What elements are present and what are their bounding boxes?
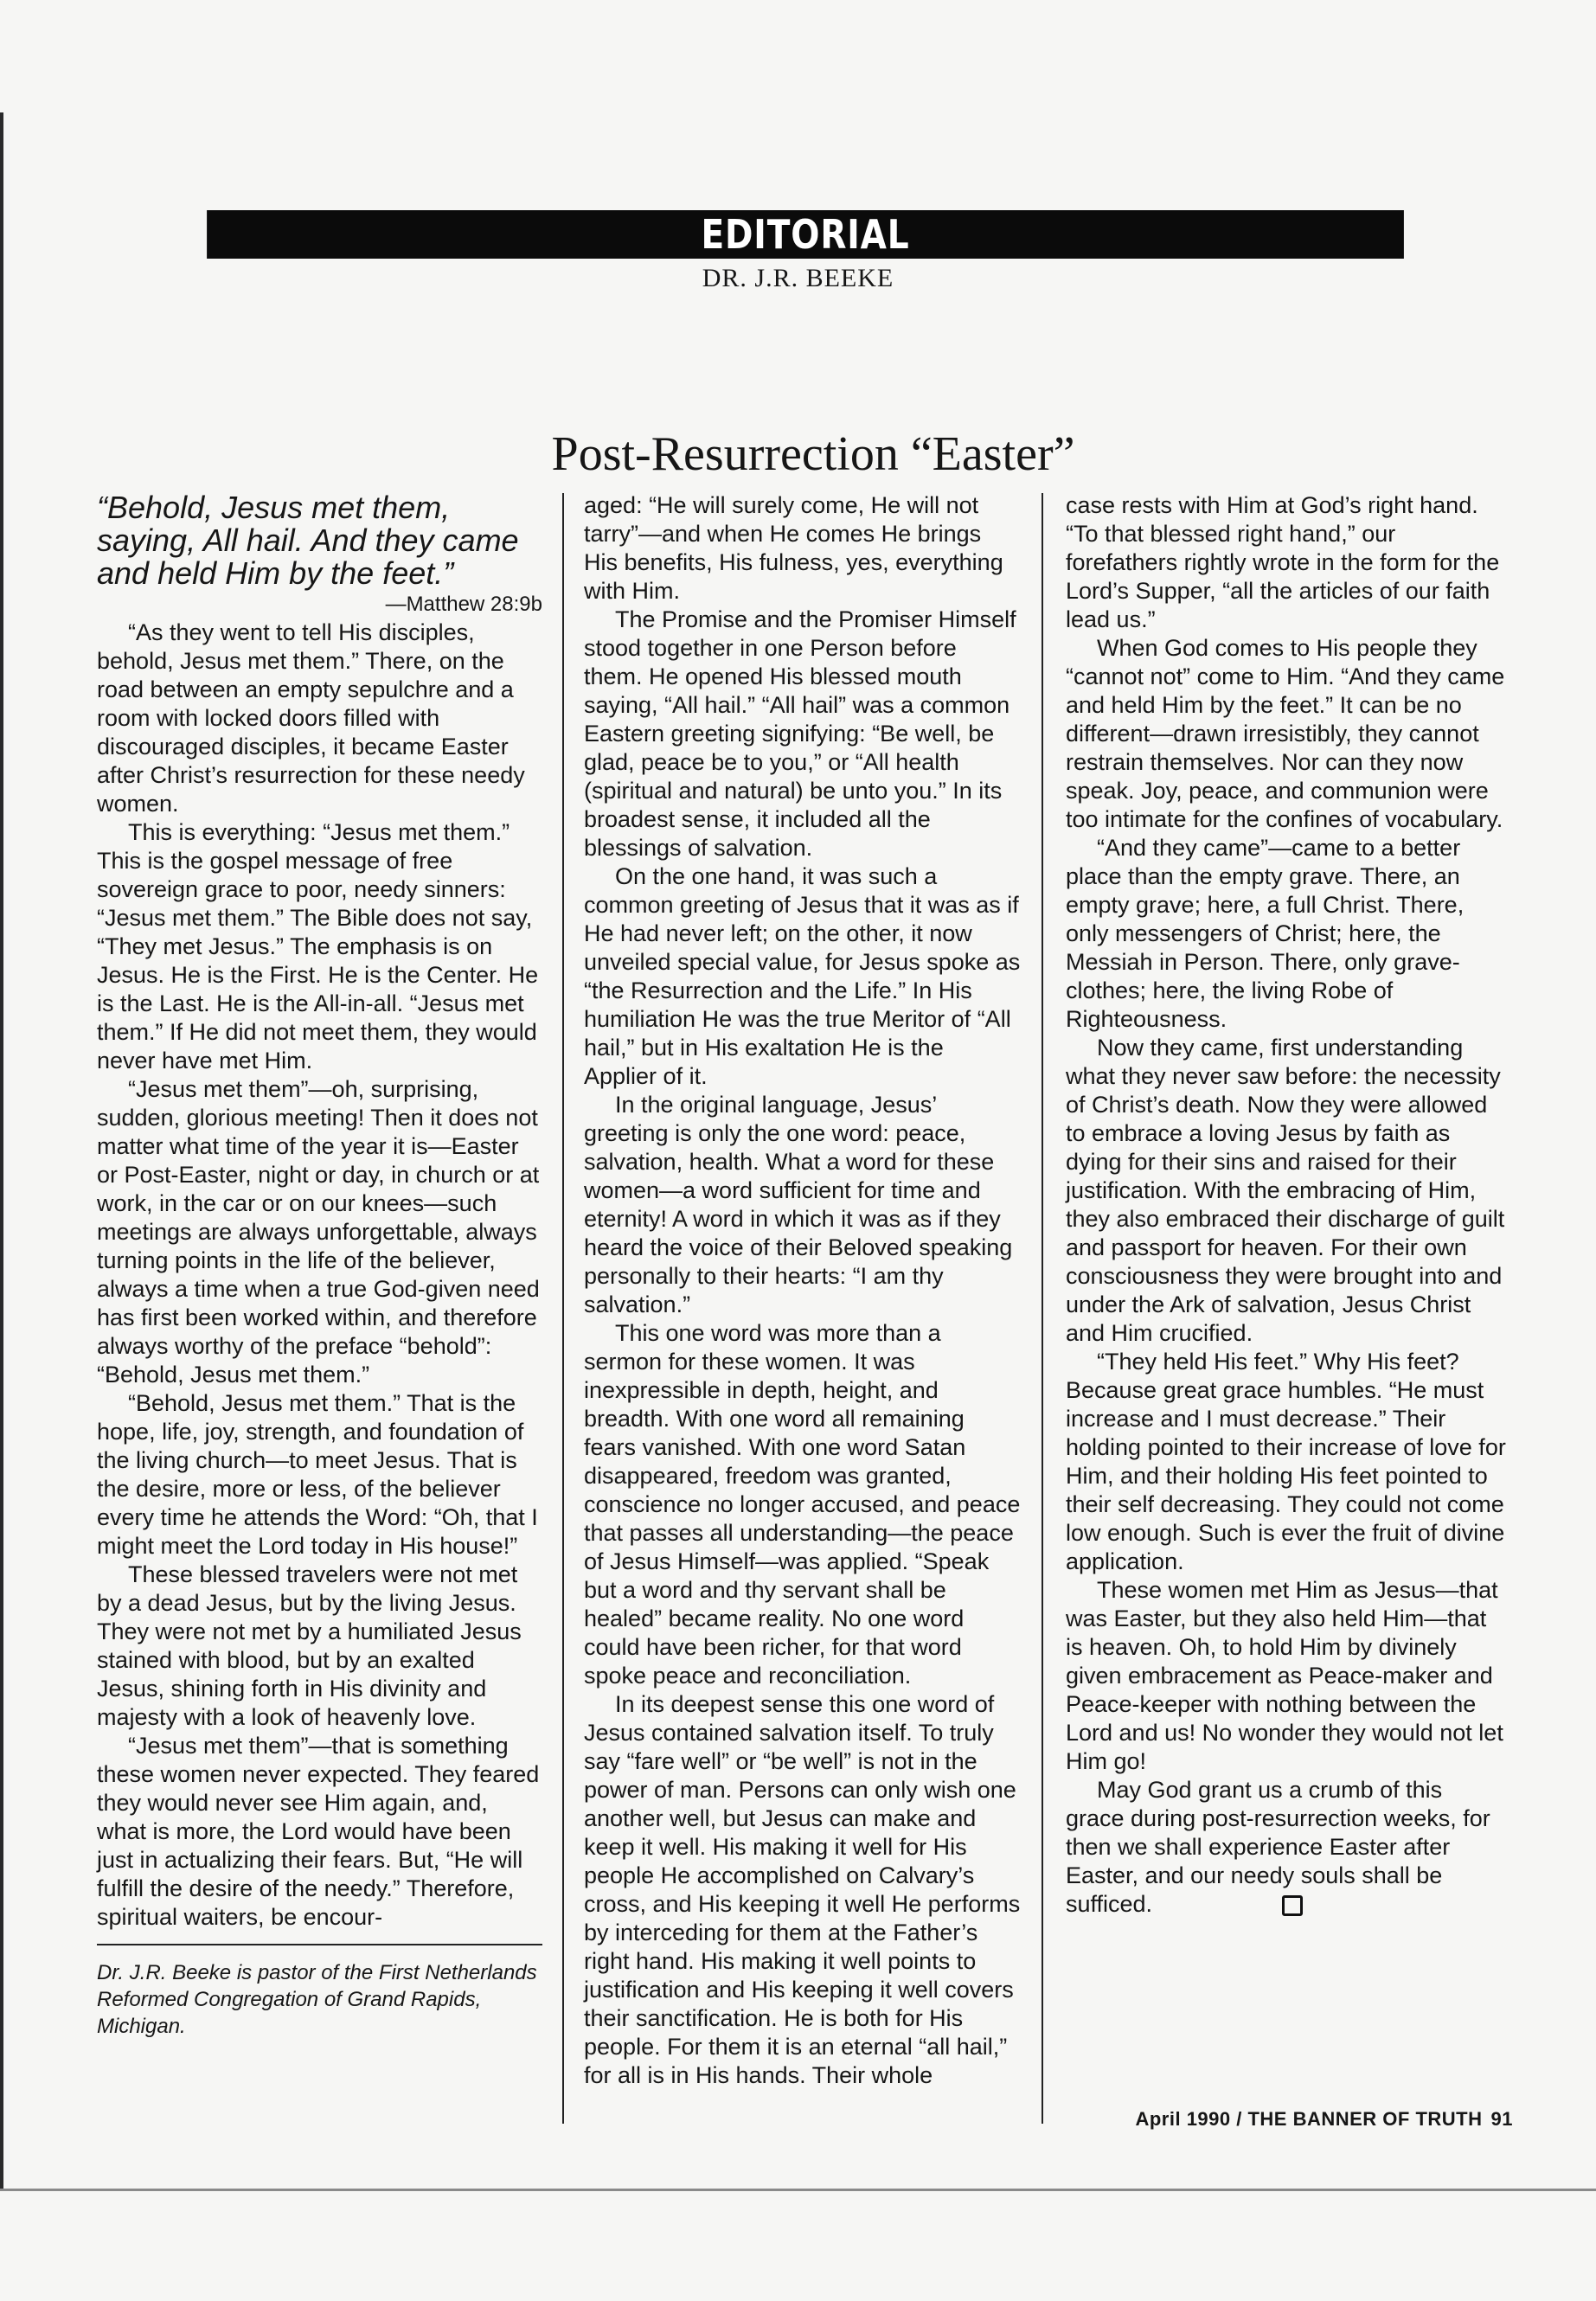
paragraph: These blessed travelers were not met by a dead Jesus, but by the living Jesus. They were not met by a humiliated Jesus stained with blood, but by an exalted Jesus, shining forth in His divinity and majesty with a look of heavenly love. (97, 1561, 522, 1730)
column-divider (1042, 493, 1043, 2124)
headline: Post-Resurrection “Easter” (551, 427, 1075, 481)
paragraph: Now they came, first understanding what they never saw before: the necessity of Christ’s death. Now they were allowed to embrace a loving Jesus by faith as dying for their sins and raised for their justification. With the embracing of Him, they also embraced their discharge of guilt and passport for heaven. For their own consciousness they were brought into and under the Ark of salvation, Jesus Christ and Him crucified. (1066, 1035, 1505, 1346)
column-3 (1066, 491, 1507, 1919)
paragraph: On the one hand, it was such a common greeting of Jesus that it was as if He had never left; on the other, it now unveiled special value, for Jesus spoke as “the Resurrection and the Life.” In His humiliation He was the true Meritor of “All hail,” but in His exaltation He is the Applier of it. (584, 863, 1021, 1089)
column-2 (584, 491, 1021, 2090)
footer-text: April 1990 / THE BANNER OF TRUTH (1135, 2108, 1483, 2130)
paragraph: “Jesus met them”—oh, surprising, sudden, glorious meeting! Then it does not matter what time of the year it is—Easter or Post-Easter, night or day, in church or at work, in the car or on our knees—such meetings are always unforgettable, always turning points in the life of the believer, always a time when a true God-given need has first been worked within, and therefore always worthy of the preface “behold”: “Behold, Jesus met them.” (97, 1076, 540, 1388)
scan-edge (0, 112, 3, 2189)
page-number: 91 (1490, 2108, 1513, 2130)
bio-divider (97, 1944, 542, 1945)
paragraph: In the original language, Jesus’ greeting is only the one word: peace, salvation, health. What a word for these women—a word sufficient for time and eternity! A word in which it was as if they heard the voice of their Beloved speaking personally to their hearts: “I am thy salvation.” (584, 1092, 1013, 1317)
scan-bottom-edge (0, 2189, 1596, 2191)
byline: DR. J.R. BEEKE (702, 264, 894, 292)
paragraph: This one word was more than a sermon for these women. It was inexpressible in depth, height, and breadth. With one word all remaining fears vanished. With one word Satan disappeared, freedom was granted, conscience no longer accused, and peace that passes all understanding—the peace of Jesus Himself—was applied. “Speak but a word and thy servant shall be healed” became reality. No one word could have been richer, for that word spoke peace and reconciliation. (584, 1320, 1021, 1689)
paragraph: These women met Him as Jesus—that was Easter, but they also held Him—that is heaven. Oh, to hold Him by divinely given embracement as Peace-maker and Peace-keeper with nothing between the Lord and us! No wonder they would not let Him go! (1066, 1577, 1503, 1774)
final-text: May God grant us a crumb of this grace during post-resurrection weeks, for then we shall experience Easter after Easter, and our needy souls shall be sufficed. (1066, 1777, 1490, 1917)
author-bio: Dr. J.R. Beeke is pastor of the First Netherlands Reformed Congregation of Grand Rapids, Michigan. (97, 1961, 537, 2038)
paragraph: “Jesus met them”—that is something these women never expected. They feared they would never see Him again, and, what is more, the Lord would have been just in actualizing their fears. But, “He will fulfill the desire of the needy.” Therefore, spiritual waiters, be encour- (97, 1733, 540, 1930)
paragraph: “And they came”—came to a better place than the empty grave. There, an empty grave; here, a full Christ. There, only messengers of Christ; here, the Messiah in Person. There, only grave-clothes; here, the living Robe of Righteousness. (1066, 835, 1465, 1032)
page-footer (1135, 2108, 1513, 2131)
paragraph: When God comes to His people they “cannot not” come to Him. “And they came and held Him by the feet.” It can be no different—drawn irresistibly, they cannot restrain themselves. Nor can they now speak. Joy, peace, and communion were too intimate for the confines of vocabulary. (1066, 635, 1505, 832)
paragraph: “They held His feet.” Why His feet? Because great grace humbles. “He must increase and I must decrease.” Their holding pointed to their increase of love for Him, and their holding His feet pointed to their self decreasing. They could not come low enough. Such is ever the fruit of divine application. (1066, 1349, 1506, 1574)
column-divider (562, 493, 564, 2124)
paragraph: “As they went to tell His disciples, behold, Jesus met them.” There, on the road between an empty sepulchre and a room with locked doors filled with discouraged disciples, it became Easter after Christ’s resurrection for these needy women. (97, 619, 525, 817)
epigraph-quote: “Behold, Jesus met them, saying, All hail. And they came and held Him by the feet.” (97, 490, 519, 591)
epigraph-citation: —Matthew 28:9b (385, 593, 542, 616)
paragraph: case rests with Him at God’s right hand. “To that blessed right hand,” our forefathers rightly wrote in the form for the Lord’s Supper, “all the articles of our faith lead us.” (1066, 492, 1500, 632)
column-1 (97, 491, 542, 2040)
end-mark-icon (1282, 1895, 1303, 1916)
paragraph-final (1066, 1776, 1507, 1919)
paragraph: The Promise and the Promiser Himself stood together in one Person before them. He opened His blessed mouth saying, “All hail.” “All hail” was a common Eastern greeting signifying: “Be well, be glad, peace be to you,” or “All health (spiritual and natural) be unto you.” In its broadest sense, it included all the blessings of salvation. (584, 606, 1016, 861)
paragraph: aged: “He will surely come, He will not tarry”—and when He comes He brings His benefits, His fulness, yes, everything with Him. (584, 492, 1003, 604)
section-banner: EDITORIAL (207, 210, 1404, 259)
paragraph: “Behold, Jesus met them.” That is the hope, life, joy, strength, and foundation of the living church—to meet Jesus. That is the desire, more or less, of the believer every time he attends the Word: “Oh, that I might meet the Lord today in His house!” (97, 1390, 538, 1559)
paragraph: This is everything: “Jesus met them.” This is the gospel message of free sovereign grace to poor, needy sinners: “Jesus met them.” The Bible does not say, “They met Jesus.” The emphasis is on Jesus. He is the First. He is the Center. He is the Last. He is the All-in-all. “Jesus met them.” If He did not meet them, they would never have met Him. (97, 819, 539, 1074)
paragraph: In its deepest sense this one word of Jesus contained salvation itself. To truly say “fare well” or “be well” is not in the power of man. Persons can only wish one another well, but Jesus can make and keep it well. His making it well for His people He accomplished on Calvary’s cross, and His keeping it well He performs by interceding for them at the Father’s right hand. His making it well points to justification and His keeping it well covers their sanctification. He is both for His people. For them it is an eternal “all hail,” for all is in His hands. Their whole (584, 1691, 1021, 2088)
